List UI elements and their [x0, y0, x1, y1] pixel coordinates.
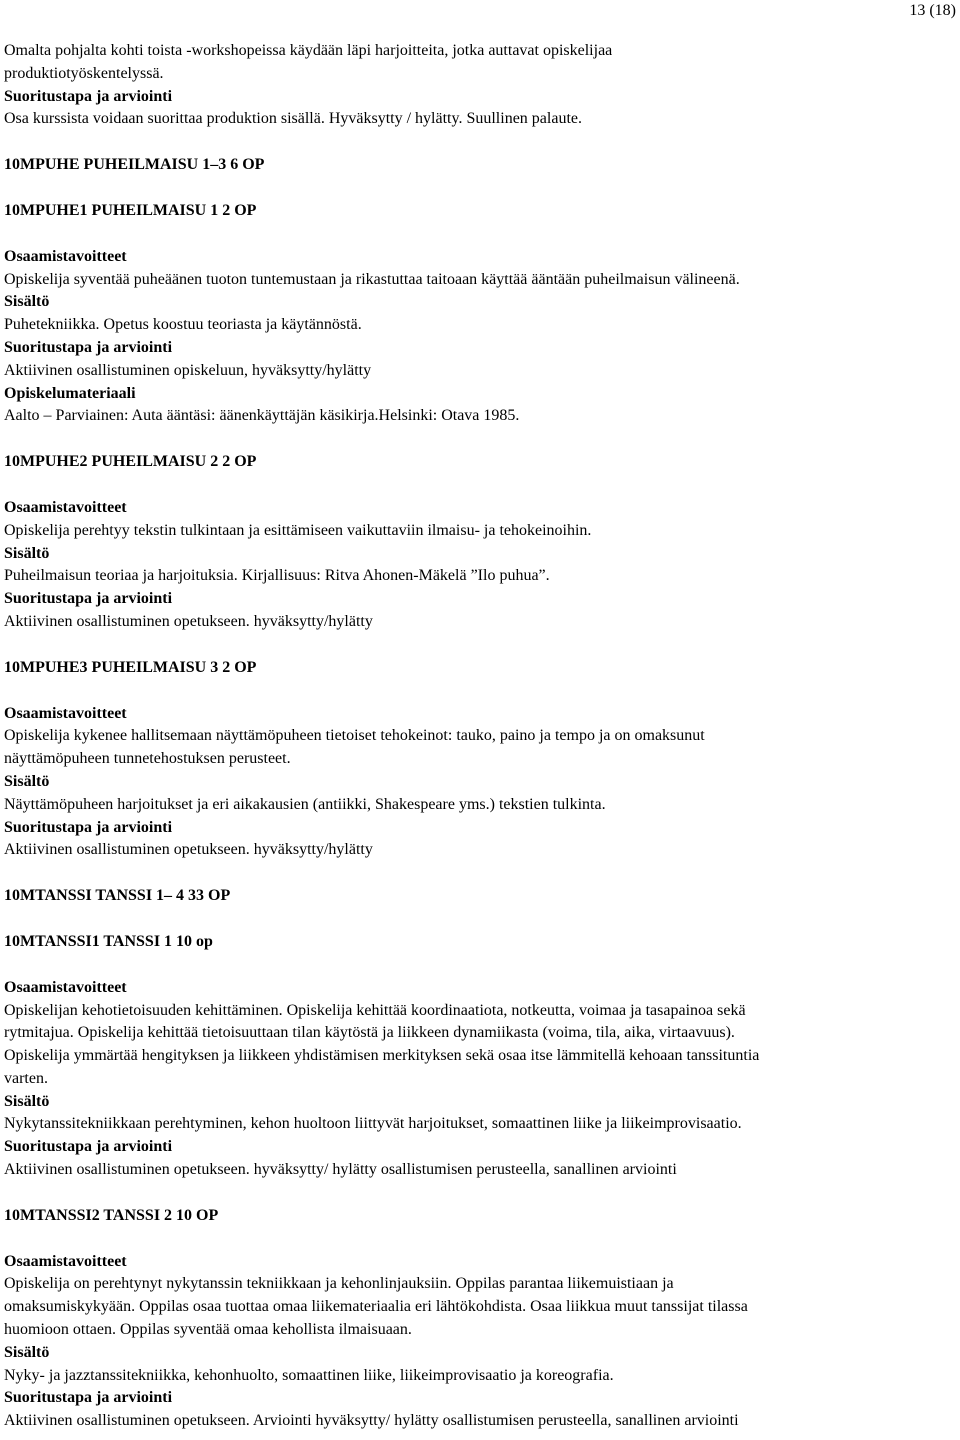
- assessment-text: Aktiivinen osallistuminen opetukseen. hyväksytty/ hylätty osallistumisen perusteella, sanallinen arviointi: [4, 1161, 677, 1179]
- assessment-text: Aktiivinen osallistuminen opetukseen. hyväksytty/hylätty: [4, 612, 373, 630]
- outcomes-text-line-2: omaksumiskykyään. Oppilas osaa tuottaa omaa liikemateriaalia eri lähtökohdista. Osaa liikkua muut tanssijat tilassa: [4, 1298, 748, 1316]
- outcomes-text-line-1: Opiskelija kykenee hallitsemaan näyttämöpuheen tietoiset tehokeinot: tauko, paino ja tempo ja on omaksunut: [4, 727, 705, 745]
- outcomes-text: Opiskelija perehtyy tekstin tulkintaan ja esittämiseen vaikuttaviin ilmaisu- ja tehokeinoihin.: [4, 521, 592, 539]
- assessment-heading: Suoritustapa ja arviointi: [4, 590, 173, 608]
- page-number: 13 (18): [909, 2, 956, 19]
- outcomes-text-line-3: huomioon ottaen. Oppilas syventää omaa kehollista ilmaisuaan.: [4, 1321, 412, 1339]
- outcomes-heading: Osaamistavoitteet: [4, 498, 127, 516]
- content-heading: Sisältö: [4, 1343, 50, 1361]
- outcomes-text-line-3: Opiskelija ymmärtää hengityksen ja liikkeen yhdistämisen merkityksen sekä osaa itse lämmitellä kehoaan tanssituntia: [4, 1047, 760, 1065]
- content-heading: Sisältö: [4, 1092, 50, 1110]
- course-title: 10MTANSSI2 TANSSI 2 10 OP: [4, 1206, 219, 1224]
- course-title: 10MPUHE2 PUHEILMAISU 2 2 OP: [4, 453, 257, 471]
- outcomes-text: Opiskelija syventää puheäänen tuoton tuntemustaan ja rikastuttaa taitoaan käyttää ääntään puheilmaisun välineenä.: [4, 270, 740, 288]
- content-heading: Sisältö: [4, 544, 50, 562]
- outcomes-heading: Osaamistavoitteet: [4, 978, 127, 996]
- content-heading: Sisältö: [4, 772, 50, 790]
- content-text: Puhetekniikka. Opetus koostuu teoriasta ja käytännöstä.: [4, 316, 362, 334]
- content-text: Nykytanssitekniikkaan perehtyminen, kehon huoltoon liittyvät harjoitukset, somaattinen liike ja liikeimprovisaatio.: [4, 1115, 742, 1133]
- assessment-text: Aktiivinen osallistuminen opetukseen. hyväksytty/hylätty: [4, 841, 373, 859]
- course-title: 10MTANSSI TANSSI 1– 4 33 OP: [4, 887, 231, 905]
- outcomes-text-line-2: rytmitajua. Opiskelija kehittää tietoisuuttaan tilan käytöstä ja liikkeen dynamiikasta (voima, tila, aika, virtaavuus).: [4, 1024, 735, 1042]
- assessment-heading: Suoritustapa ja arviointi: [4, 818, 173, 836]
- intro-text-line-2: produktiotyöskentelyssä.: [4, 64, 164, 82]
- assessment-text: Aktiivinen osallistuminen opiskeluun, hyväksytty/hylätty: [4, 361, 372, 379]
- content-heading: Sisältö: [4, 293, 50, 311]
- content-text: Näyttämöpuheen harjoitukset ja eri aikakausien (antiikki, Shakespeare yms.) tekstien tulkinta.: [4, 795, 606, 813]
- outcomes-heading: Osaamistavoitteet: [4, 1252, 127, 1270]
- assessment-text: Aktiivinen osallistuminen opetukseen. Arviointi hyväksytty/ hylätty osallistumisen perusteella, sanallinen arviointi: [4, 1412, 739, 1430]
- outcomes-text-line-4: varten.: [4, 1069, 48, 1087]
- material-text: Aalto – Parviainen: Auta ääntäsi: äänenkäyttäjän käsikirja.Helsinki: Otava 1985.: [4, 407, 520, 425]
- course-title: 10MTANSSI1 TANSSI 1 10 op: [4, 932, 213, 950]
- content-text: Puheilmaisun teoriaa ja harjoituksia. Kirjallisuus: Ritva Ahonen-Mäkelä ”Ilo puhua”.: [4, 567, 550, 585]
- content-text: Nyky- ja jazztanssitekniikka, kehonhuolto, somaattinen liike, liikeimprovisaatio ja koreografia.: [4, 1366, 614, 1384]
- outcomes-text-line-1: Opiskelijan kehotietoisuuden kehittäminen. Opiskelija kehittää koordinaatiota, notkeutta, voimaa ja tasapainoa sekä: [4, 1001, 746, 1019]
- outcomes-text-line-2: näyttämöpuheen tunnetehostuksen perusteet.: [4, 750, 291, 768]
- assessment-heading: Suoritustapa ja arviointi: [4, 338, 173, 356]
- assessment-heading: Suoritustapa ja arviointi: [4, 1389, 173, 1407]
- assessment-heading: Suoritustapa ja arviointi: [4, 1138, 173, 1156]
- material-heading: Opiskelumateriaali: [4, 384, 136, 402]
- course-title: 10MPUHE PUHEILMAISU 1–3 6 OP: [4, 156, 265, 174]
- outcomes-heading: Osaamistavoitteet: [4, 704, 127, 722]
- course-title: 10MPUHE3 PUHEILMAISU 3 2 OP: [4, 658, 257, 676]
- intro-text-line-1: Omalta pohjalta kohti toista -workshopeissa käydään läpi harjoitteita, jotka auttavat opiskelijaa: [4, 42, 613, 59]
- document-body: [4, 40, 956, 1433]
- assessment-text: Osa kurssista voidaan suorittaa produktion sisällä. Hyväksytty / hylätty. Suullinen palaute.: [4, 110, 582, 128]
- assessment-heading: Suoritustapa ja arviointi: [4, 87, 173, 105]
- outcomes-text-line-1: Opiskelija on perehtynyt nykytanssin tekniikkaan ja kehonlinjauksiin. Oppilas parantaa liikemuistiaan ja: [4, 1275, 674, 1293]
- course-title: 10MPUHE1 PUHEILMAISU 1 2 OP: [4, 201, 257, 219]
- outcomes-heading: Osaamistavoitteet: [4, 247, 127, 265]
